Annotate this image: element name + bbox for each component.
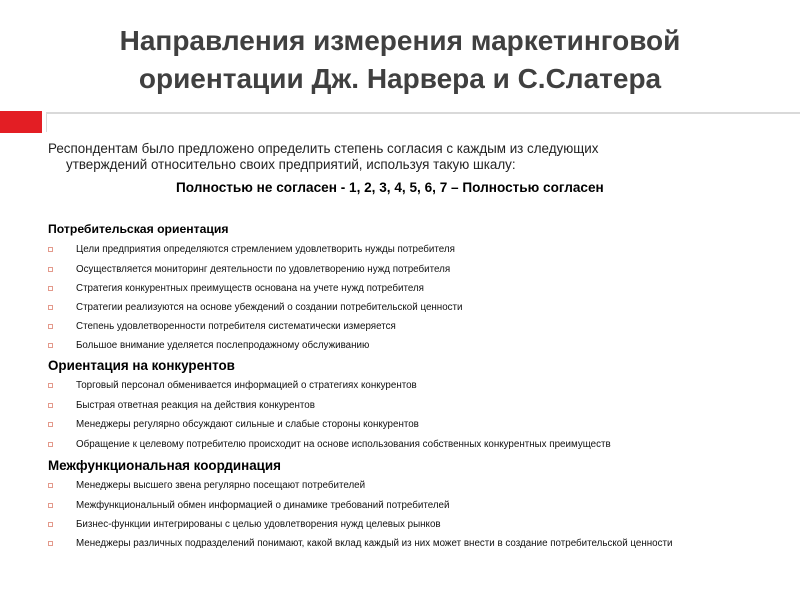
square-bullet-icon xyxy=(48,522,53,527)
divider-vertical-tick xyxy=(46,112,47,132)
list-item: Цели предприятия определяются стремлением удовлетворить нужды потребителя xyxy=(48,244,768,256)
intro-paragraph xyxy=(48,141,748,173)
square-bullet-icon xyxy=(48,343,53,348)
square-bullet-icon xyxy=(48,247,53,252)
square-bullet-icon xyxy=(48,503,53,508)
list-item: Межфункциональный обмен информацией о динамике требований потребителей xyxy=(48,500,768,512)
intro-line-2: утверждений относительно своих предприятий, используя такую шкалу: xyxy=(66,157,516,172)
list-item: Стратегии реализуются на основе убеждений о создании потребительской ценности xyxy=(48,302,768,314)
list-item: Быстрая ответная реакция на действия конкурентов xyxy=(48,400,768,412)
slide-title-line-1: Направления измерения маркетинговой xyxy=(119,25,681,56)
square-bullet-icon xyxy=(48,324,53,329)
list-item: Торговый персонал обменивается информацией о стратегиях конкурентов xyxy=(48,380,768,392)
square-bullet-icon xyxy=(48,483,53,488)
list-item: Менеджеры различных подразделений понимают, какой вклад каждый из них может внести в создание потребительской ценности xyxy=(48,538,768,550)
divider-line xyxy=(47,112,800,114)
list-item: Бизнес-функции интегрированы с целью удовлетворения нужд целевых рынков xyxy=(48,519,768,531)
list-item: Менеджеры регулярно обсуждают сильные и слабые стороны конкурентов xyxy=(48,419,768,431)
accent-red-block xyxy=(0,111,42,133)
square-bullet-icon xyxy=(48,286,53,291)
square-bullet-icon xyxy=(48,267,53,272)
square-bullet-icon xyxy=(48,422,53,427)
intro-line-1: Респондентам было предложено определить степень согласия с каждым из следующих xyxy=(48,141,599,156)
list-item: Осуществляется мониторинг деятельности по удовлетворению нужд потребителя xyxy=(48,264,768,276)
square-bullet-icon xyxy=(48,541,53,546)
section-heading-consumer-orientation: Потребительская ориентация xyxy=(48,222,229,236)
section-heading-competitor-orientation: Ориентация на конкурентов xyxy=(48,358,235,373)
list-item: Стратегия конкурентных преимуществ основана на учете нужд потребителя xyxy=(48,283,768,295)
list-item: Большое внимание уделяется послепродажному обслуживанию xyxy=(48,340,768,352)
rating-scale: Полностью не согласен - 1, 2, 3, 4, 5, 6, 7 – Полностью согласен xyxy=(176,180,604,195)
slide-title xyxy=(60,22,740,98)
slide-title-line-2: ориентации Дж. Нарвера и С.Слатера xyxy=(138,63,662,94)
list-item: Менеджеры высшего звена регулярно посещают потребителей xyxy=(48,480,768,492)
list-item: Обращение к целевому потребителю происходит на основе использования собственных конкурентных преимуществ xyxy=(48,439,768,451)
square-bullet-icon xyxy=(48,442,53,447)
list-item: Степень удовлетворенности потребителя систематически измеряется xyxy=(48,321,768,333)
square-bullet-icon xyxy=(48,305,53,310)
section-heading-cross-functional-coordination: Межфункциональная координация xyxy=(48,458,281,473)
square-bullet-icon xyxy=(48,383,53,388)
square-bullet-icon xyxy=(48,403,53,408)
